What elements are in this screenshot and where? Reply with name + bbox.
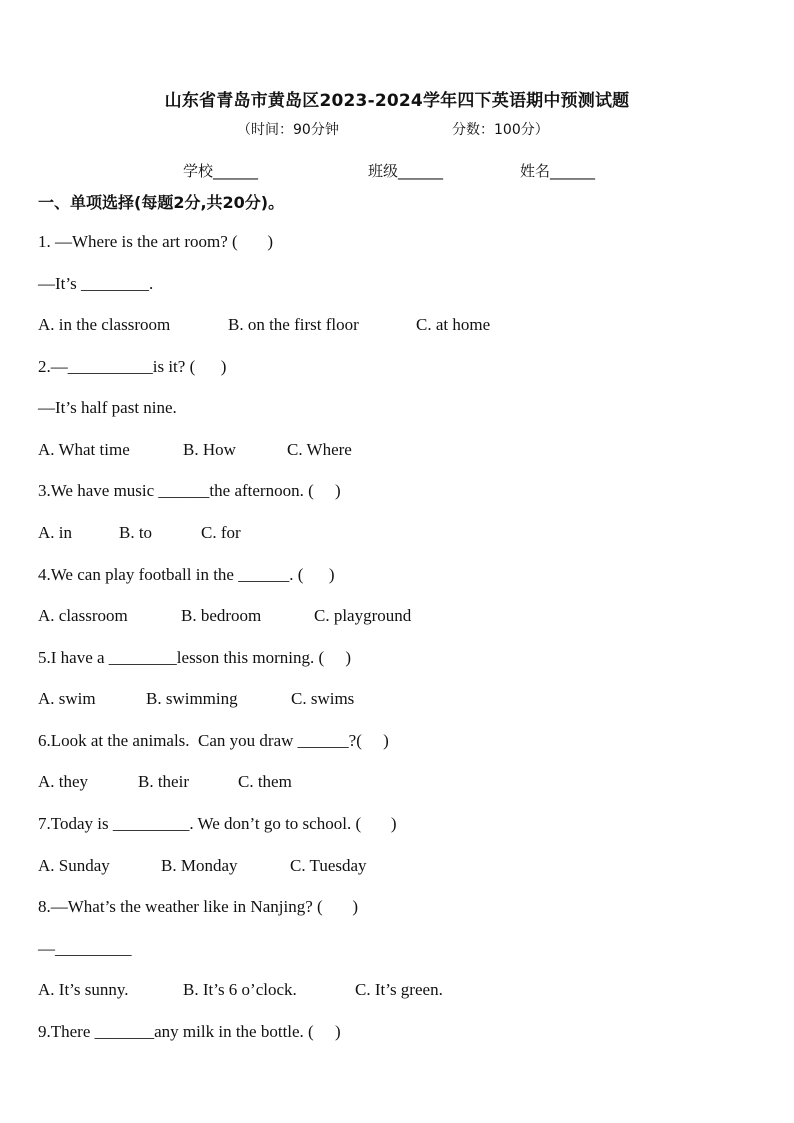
question-9-stem: 9.There _______any milk in the bottle. ( ) xyxy=(38,1022,341,1041)
question-2-option-c: C. Where xyxy=(287,440,352,459)
question-4-option-c: C. playground xyxy=(314,606,412,625)
question-7-option-b: B. Monday xyxy=(161,856,238,875)
question-5-option-a: A. swim xyxy=(38,689,96,708)
exam-score: 分数：100分） xyxy=(452,122,549,138)
question-5-option-c: C. swims xyxy=(291,689,355,708)
class-field: 班级______ xyxy=(368,162,444,180)
question-8-option-c: C. It’s green. xyxy=(355,980,443,999)
question-6-option-a: A. they xyxy=(38,772,89,791)
question-3-stem: 3.We have music ______the afternoon. ( ) xyxy=(38,481,341,500)
question-7-stem: 7.Today is _________. We don’t go to school. ( ) xyxy=(38,814,397,833)
question-2-stem: 2.—__________is it? ( ) xyxy=(38,357,227,376)
question-3-option-b: B. to xyxy=(119,523,153,542)
question-8-stem: 8.—What’s the weather like in Nanjing? ( ) xyxy=(38,897,359,916)
exam-title: 山东省青岛市黄岛区2023-2024学年四下英语期中预测试题 xyxy=(164,91,630,111)
question-4-option-a: A. classroom xyxy=(38,606,128,625)
question-7-option-a: A. Sunday xyxy=(38,856,110,875)
question-6-option-c: C. them xyxy=(238,772,292,791)
exam-time: （时间：90分钟 xyxy=(237,122,339,138)
question-8-answer-line: —_________ xyxy=(38,939,132,958)
question-2-option-a: A. What time xyxy=(38,440,130,459)
question-1-option-b: B. on the first floor xyxy=(228,315,359,334)
question-5-option-b: B. swimming xyxy=(146,689,238,708)
question-4-stem: 4.We can play football in the ______. ( ) xyxy=(38,565,335,584)
question-4-option-b: B. bedroom xyxy=(181,606,262,625)
question-1-answer-line: —It’s ________. xyxy=(38,274,154,293)
question-5-stem: 5.I have a ________lesson this morning. ( ) xyxy=(38,648,352,667)
question-3-option-a: A. in xyxy=(38,523,72,542)
question-8-option-b: B. It’s 6 o’clock. xyxy=(183,980,297,999)
question-6-option-b: B. their xyxy=(138,772,189,791)
question-1-option-a: A. in the classroom xyxy=(38,315,171,334)
school-field: 学校______ xyxy=(183,162,259,180)
question-2-option-b: B. How xyxy=(183,440,236,459)
question-6-stem: 6.Look at the animals. Can you draw ______?( ) xyxy=(38,731,389,750)
question-2-answer-line: —It’s half past nine. xyxy=(38,398,177,417)
question-1-stem: 1. —Where is the art room? ( ) xyxy=(38,232,274,251)
question-3-option-c: C. for xyxy=(201,523,241,542)
section-heading: 一、单项选择(每题2分,共20分)。 xyxy=(38,193,285,212)
question-8-option-a: A. It’s sunny. xyxy=(38,980,129,999)
name-field: 姓名______ xyxy=(520,162,596,180)
question-1-option-c: C. at home xyxy=(416,315,491,334)
question-7-option-c: C. Tuesday xyxy=(290,856,367,875)
